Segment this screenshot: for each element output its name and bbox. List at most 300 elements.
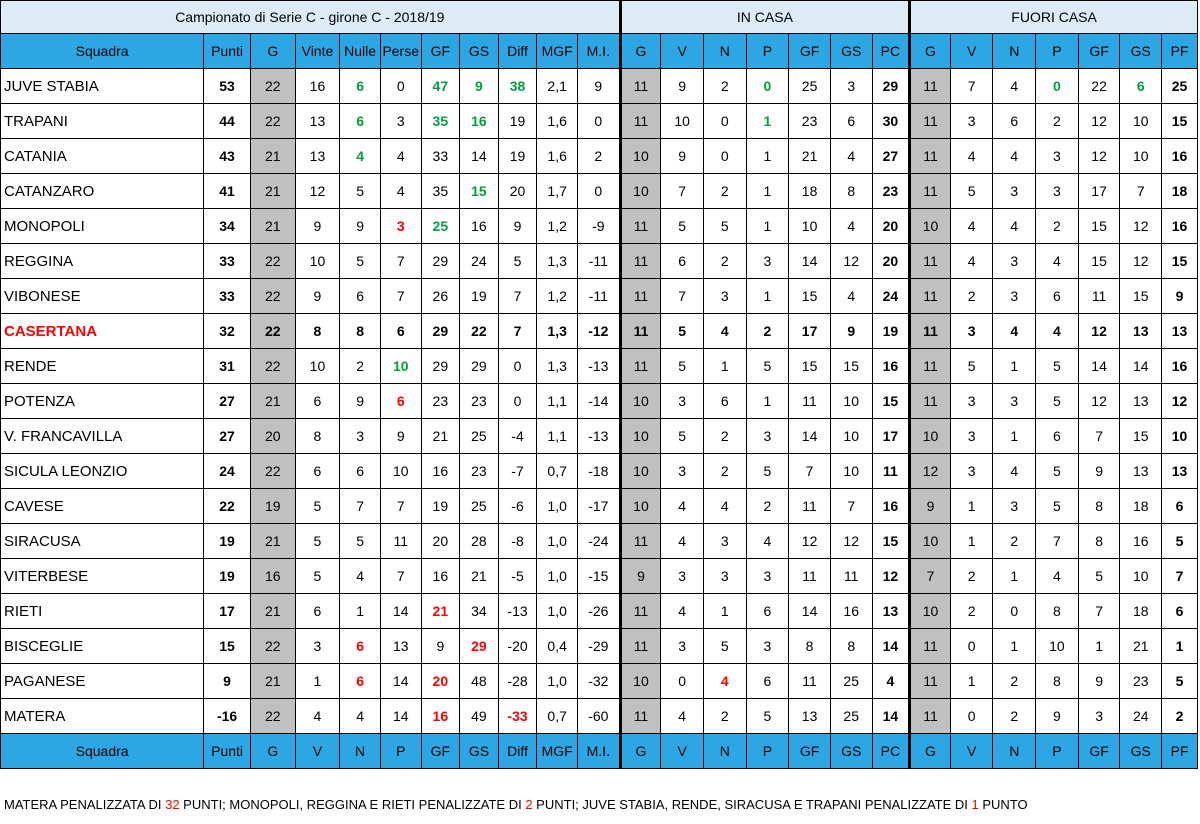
stat-cell: 5 [295, 489, 340, 524]
stat-cell: 11 [910, 664, 951, 699]
team-name: SIRACUSA [1, 524, 204, 559]
stat-cell: 14 [872, 629, 910, 664]
stat-cell: 5 [1162, 524, 1198, 559]
stat-cell: 7 [1078, 594, 1120, 629]
stat-cell: 1 [950, 524, 993, 559]
stat-cell: 11 [620, 594, 661, 629]
stat-cell: 33 [204, 279, 251, 314]
stat-cell: 43 [204, 139, 251, 174]
team-name: CATANIA [1, 139, 204, 174]
stat-cell: 30 [872, 104, 910, 139]
team-name: CASERTANA [1, 314, 204, 349]
stat-cell: 2 [950, 279, 993, 314]
stat-cell: 3 [830, 69, 872, 104]
stat-cell: 3 [746, 559, 789, 594]
stat-cell: 5 [1036, 454, 1079, 489]
stat-cell: 3 [661, 454, 704, 489]
team-row [1, 384, 1198, 419]
stat-cell: -8 [498, 524, 537, 559]
footnote-text: MATERA PENALIZZATA DI [4, 797, 166, 812]
stat-cell: 8 [830, 174, 872, 209]
stat-cell: 15 [1120, 419, 1162, 454]
stat-cell: 10 [620, 489, 661, 524]
stat-cell: 6 [703, 384, 746, 419]
stat-cell: 15 [789, 349, 831, 384]
stat-cell: 5 [746, 699, 789, 734]
stat-cell: 16 [421, 454, 460, 489]
stat-cell: 12 [830, 524, 872, 559]
team-row [1, 664, 1198, 699]
stat-cell: 7 [498, 279, 537, 314]
stat-cell: 6 [1036, 419, 1079, 454]
stat-cell: 8 [1078, 524, 1120, 559]
stat-cell: 1 [1078, 629, 1120, 664]
stat-cell: 33 [204, 244, 251, 279]
stat-cell: 29 [421, 349, 460, 384]
stat-cell: 16 [460, 104, 499, 139]
stat-cell: 9 [1162, 279, 1198, 314]
stat-cell: 10 [380, 454, 421, 489]
stat-cell: 13 [1120, 384, 1162, 419]
stat-cell: 4 [703, 489, 746, 524]
stat-cell: 5 [295, 559, 340, 594]
stat-cell: 6 [295, 454, 340, 489]
stat-cell: 22 [250, 279, 295, 314]
stat-cell: 7 [1078, 419, 1120, 454]
column-header: V [295, 734, 340, 769]
column-header: Punti [204, 34, 251, 69]
column-header: GS [460, 734, 499, 769]
team-name: VIBONESE [1, 279, 204, 314]
stat-cell: 1,3 [537, 244, 578, 279]
stat-cell: 2 [703, 69, 746, 104]
stat-cell: -7 [498, 454, 537, 489]
stat-cell: 4 [661, 594, 704, 629]
stat-cell: 6 [746, 594, 789, 629]
team-row [1, 244, 1198, 279]
footnote-text: PUNTI; MONOPOLI, REGGINA E RIETI PENALIZZATE DI [179, 797, 526, 812]
team-name: POTENZA [1, 384, 204, 419]
team-row [1, 699, 1198, 734]
stat-cell: 2,1 [537, 69, 578, 104]
team-row [1, 559, 1198, 594]
stat-cell: 22 [204, 489, 251, 524]
stat-cell: 5 [661, 209, 704, 244]
team-row [1, 349, 1198, 384]
column-header: G [910, 734, 951, 769]
stat-cell: 38 [498, 69, 537, 104]
stat-cell: -33 [498, 699, 537, 734]
stat-cell: 0 [577, 104, 620, 139]
stat-cell: 25 [789, 69, 831, 104]
stat-cell: 27 [204, 384, 251, 419]
stat-cell: 9 [421, 629, 460, 664]
stat-cell: 21 [250, 174, 295, 209]
stat-cell: 24 [460, 244, 499, 279]
stat-cell: 21 [460, 559, 499, 594]
stat-cell: 31 [204, 349, 251, 384]
stat-cell: 11 [620, 699, 661, 734]
stat-cell: 10 [295, 244, 340, 279]
stat-cell: 9 [661, 139, 704, 174]
stat-cell: 4 [703, 314, 746, 349]
stat-cell: 11 [620, 69, 661, 104]
column-header: V [661, 34, 704, 69]
stat-cell: 0 [498, 384, 537, 419]
stat-cell: 3 [950, 314, 993, 349]
stat-cell: 14 [789, 419, 831, 454]
stat-cell: -12 [577, 314, 620, 349]
column-header: Diff [498, 734, 537, 769]
stat-cell: 3 [703, 279, 746, 314]
column-header: Punti [204, 734, 251, 769]
team-row [1, 419, 1198, 454]
stat-cell: 5 [340, 244, 381, 279]
stat-cell: 15 [1078, 244, 1120, 279]
column-header: M.I. [577, 34, 620, 69]
team-name: PAGANESE [1, 664, 204, 699]
column-header: G [250, 34, 295, 69]
stat-cell: 15 [789, 279, 831, 314]
stat-cell: 11 [620, 209, 661, 244]
stat-cell: -11 [577, 244, 620, 279]
stat-cell: 18 [789, 174, 831, 209]
stat-cell: 22 [1078, 69, 1120, 104]
stat-cell: 28 [460, 524, 499, 559]
stat-cell: 19 [250, 489, 295, 524]
stat-cell: 14 [380, 594, 421, 629]
stat-cell: 1,1 [537, 384, 578, 419]
team-row [1, 314, 1198, 349]
stat-cell: 21 [250, 664, 295, 699]
stat-cell: 3 [746, 419, 789, 454]
stat-cell: 22 [250, 244, 295, 279]
stat-cell: 15 [460, 174, 499, 209]
stat-cell: 11 [910, 349, 951, 384]
column-header: GF [421, 734, 460, 769]
stat-cell: 10 [1036, 629, 1079, 664]
stat-cell: 23 [460, 384, 499, 419]
stat-cell: 12 [1078, 314, 1120, 349]
stat-cell: 23 [460, 454, 499, 489]
team-name: VITERBESE [1, 559, 204, 594]
stat-cell: 9 [460, 69, 499, 104]
stat-cell: 2 [703, 244, 746, 279]
stat-cell: 9 [340, 384, 381, 419]
stat-cell: 7 [380, 279, 421, 314]
stat-cell: 16 [1162, 349, 1198, 384]
stat-cell: 22 [250, 349, 295, 384]
stat-cell: 17 [789, 314, 831, 349]
stat-cell: 49 [460, 699, 499, 734]
stat-cell: 11 [789, 489, 831, 524]
stat-cell: 2 [1036, 209, 1079, 244]
stat-cell: 24 [1120, 699, 1162, 734]
stat-cell: 0 [950, 699, 993, 734]
stat-cell: 22 [250, 104, 295, 139]
title-row [1, 1, 1198, 34]
stat-cell: 3 [993, 174, 1036, 209]
team-row [1, 69, 1198, 104]
stat-cell: -16 [204, 699, 251, 734]
column-header: GS [830, 734, 872, 769]
stat-cell: -17 [577, 489, 620, 524]
stat-cell: 4 [295, 699, 340, 734]
stat-cell: 4 [380, 174, 421, 209]
stat-cell: 3 [950, 384, 993, 419]
stat-cell: 3 [661, 384, 704, 419]
stat-cell: 9 [1078, 664, 1120, 699]
stat-cell: 3 [661, 629, 704, 664]
stat-cell: 0,7 [537, 454, 578, 489]
stat-cell: 4 [830, 139, 872, 174]
stat-cell: -15 [577, 559, 620, 594]
stat-cell: 2 [993, 524, 1036, 559]
stat-cell: 16 [295, 69, 340, 104]
stat-cell: 12 [910, 454, 951, 489]
team-name: V. FRANCAVILLA [1, 419, 204, 454]
stat-cell: 1 [340, 594, 381, 629]
stat-cell: 6 [340, 104, 381, 139]
stat-cell: 3 [1078, 699, 1120, 734]
stat-cell: 4 [1036, 244, 1079, 279]
stat-cell: 12 [872, 559, 910, 594]
stat-cell: 12 [295, 174, 340, 209]
stat-cell: 48 [460, 664, 499, 699]
stat-cell: -20 [498, 629, 537, 664]
column-header: P [746, 734, 789, 769]
stat-cell: 10 [1120, 559, 1162, 594]
stat-cell: 7 [498, 314, 537, 349]
stat-cell: 0 [950, 629, 993, 664]
stat-cell: 4 [993, 209, 1036, 244]
column-header: N [993, 34, 1036, 69]
stat-cell: 10 [380, 349, 421, 384]
stat-cell: 23 [1120, 664, 1162, 699]
stat-cell: 8 [1078, 489, 1120, 524]
stat-cell: 4 [950, 244, 993, 279]
stat-cell: 20 [421, 664, 460, 699]
stat-cell: 4 [661, 489, 704, 524]
stat-cell: 10 [661, 104, 704, 139]
stat-cell: 7 [661, 174, 704, 209]
stat-cell: 10 [910, 594, 951, 629]
stat-cell: 22 [460, 314, 499, 349]
stat-cell: 23 [421, 384, 460, 419]
stat-cell: 10 [830, 454, 872, 489]
stat-cell: 15 [1162, 104, 1198, 139]
stat-cell: 16 [830, 594, 872, 629]
column-header: GF [789, 34, 831, 69]
stat-cell: 16 [250, 559, 295, 594]
stat-cell: 7 [1120, 174, 1162, 209]
stat-cell: 0 [703, 104, 746, 139]
column-header: P [1036, 734, 1079, 769]
column-header: V [950, 734, 993, 769]
stat-cell: 9 [204, 664, 251, 699]
stat-cell: 18 [1120, 489, 1162, 524]
stat-cell: 1,6 [537, 139, 578, 174]
stat-cell: 12 [1078, 384, 1120, 419]
stat-cell: 19 [498, 139, 537, 174]
stat-cell: 11 [910, 314, 951, 349]
column-header: N [703, 734, 746, 769]
stat-cell: -13 [498, 594, 537, 629]
penalty-value: 32 [165, 797, 180, 812]
stat-cell: 21 [1120, 629, 1162, 664]
stat-cell: 21 [250, 139, 295, 174]
stat-cell: 25 [460, 489, 499, 524]
stat-cell: 4 [703, 664, 746, 699]
stat-cell: 3 [703, 524, 746, 559]
team-name: REGGINA [1, 244, 204, 279]
stat-cell: 19 [872, 314, 910, 349]
stat-cell: 1,0 [537, 559, 578, 594]
stat-cell: 7 [789, 454, 831, 489]
stat-cell: 6 [661, 244, 704, 279]
stat-cell: 11 [620, 524, 661, 559]
stat-cell: 10 [830, 384, 872, 419]
stat-cell: 10 [620, 384, 661, 419]
stat-cell: 0 [1036, 69, 1079, 104]
stat-cell: 22 [250, 629, 295, 664]
stat-cell: 3 [340, 419, 381, 454]
stat-cell: 1,2 [537, 279, 578, 314]
stat-cell: 23 [872, 174, 910, 209]
stat-cell: 4 [872, 664, 910, 699]
stat-cell: 11 [620, 314, 661, 349]
stat-cell: 17 [872, 419, 910, 454]
stat-cell: 24 [872, 279, 910, 314]
column-header: GF [1078, 34, 1120, 69]
away-section-title: FUORI CASA [910, 1, 1198, 34]
stat-cell: 15 [1120, 279, 1162, 314]
stat-cell: 2 [993, 664, 1036, 699]
stat-cell: 21 [421, 594, 460, 629]
stat-cell: 21 [789, 139, 831, 174]
stat-cell: 4 [661, 524, 704, 559]
stat-cell: 16 [421, 699, 460, 734]
column-header: P [380, 734, 421, 769]
column-header: MGF [537, 734, 578, 769]
stat-cell: 10 [910, 419, 951, 454]
stat-cell: 10 [620, 454, 661, 489]
stat-cell: 15 [1078, 209, 1120, 244]
stat-cell: 10 [620, 664, 661, 699]
stat-cell: 11 [910, 104, 951, 139]
stat-cell: 13 [1120, 454, 1162, 489]
stat-cell: 5 [498, 244, 537, 279]
stat-cell: 6 [746, 664, 789, 699]
stat-cell: 0 [993, 594, 1036, 629]
stat-cell: 20 [498, 174, 537, 209]
stat-cell: 29 [460, 349, 499, 384]
stat-cell: 5 [295, 524, 340, 559]
standings-rows [1, 69, 1198, 734]
column-header: G [620, 734, 661, 769]
stat-cell: 8 [789, 629, 831, 664]
stat-cell: 13 [295, 104, 340, 139]
stat-cell: 16 [1120, 524, 1162, 559]
team-row [1, 104, 1198, 139]
stat-cell: 21 [250, 209, 295, 244]
stat-cell: 10 [620, 419, 661, 454]
stat-cell: 11 [789, 664, 831, 699]
stat-cell: 0 [498, 349, 537, 384]
stat-cell: 16 [1162, 139, 1198, 174]
stat-cell: -9 [577, 209, 620, 244]
stat-cell: 4 [830, 209, 872, 244]
stat-cell: 20 [421, 524, 460, 559]
column-header: Squadra [1, 34, 204, 69]
stat-cell: 20 [872, 209, 910, 244]
stat-cell: 3 [661, 559, 704, 594]
stat-cell: 1 [295, 664, 340, 699]
stat-cell: 2 [746, 489, 789, 524]
column-header: M.I. [577, 734, 620, 769]
stat-cell: 19 [460, 279, 499, 314]
team-name: MATERA [1, 699, 204, 734]
stat-cell: 2 [340, 349, 381, 384]
stat-cell: 27 [872, 139, 910, 174]
penalty-value: 2 [525, 797, 533, 812]
stat-cell: 6 [340, 664, 381, 699]
stat-cell: 15 [872, 524, 910, 559]
stat-cell: 1 [703, 349, 746, 384]
stat-cell: 8 [295, 314, 340, 349]
stat-cell: 7 [830, 489, 872, 524]
stat-cell: 10 [830, 419, 872, 454]
stat-cell: 11 [910, 69, 951, 104]
stat-cell: 17 [1078, 174, 1120, 209]
stat-cell: 10 [910, 524, 951, 559]
stat-cell: 1 [993, 559, 1036, 594]
stat-cell: 6 [1036, 279, 1079, 314]
stat-cell: 1,7 [537, 174, 578, 209]
stat-cell: 7 [380, 489, 421, 524]
stat-cell: 21 [250, 594, 295, 629]
column-header: Nulle [340, 34, 381, 69]
column-header: PF [1162, 734, 1198, 769]
stat-cell: 7 [950, 69, 993, 104]
stat-cell: 15 [204, 629, 251, 664]
stat-cell: 11 [910, 174, 951, 209]
stat-cell: 25 [830, 699, 872, 734]
stat-cell: 1,3 [537, 314, 578, 349]
stat-cell: 1 [950, 489, 993, 524]
stat-cell: 1 [703, 594, 746, 629]
stat-cell: 29 [872, 69, 910, 104]
team-name: BISCEGLIE [1, 629, 204, 664]
stat-cell: 11 [910, 629, 951, 664]
stat-cell: 15 [830, 349, 872, 384]
stat-cell: 8 [830, 629, 872, 664]
stat-cell: 1,2 [537, 209, 578, 244]
stat-cell: 1 [746, 279, 789, 314]
stat-cell: 4 [993, 314, 1036, 349]
column-header: Perse [380, 34, 421, 69]
stat-cell: 5 [1036, 489, 1079, 524]
stat-cell: 1 [993, 349, 1036, 384]
stat-cell: 3 [703, 559, 746, 594]
stat-cell: 33 [421, 139, 460, 174]
team-name: JUVE STABIA [1, 69, 204, 104]
stat-cell: 4 [1036, 314, 1079, 349]
stat-cell: 29 [421, 314, 460, 349]
stat-cell: -26 [577, 594, 620, 629]
stat-cell: 19 [204, 524, 251, 559]
stat-cell: 12 [1162, 384, 1198, 419]
